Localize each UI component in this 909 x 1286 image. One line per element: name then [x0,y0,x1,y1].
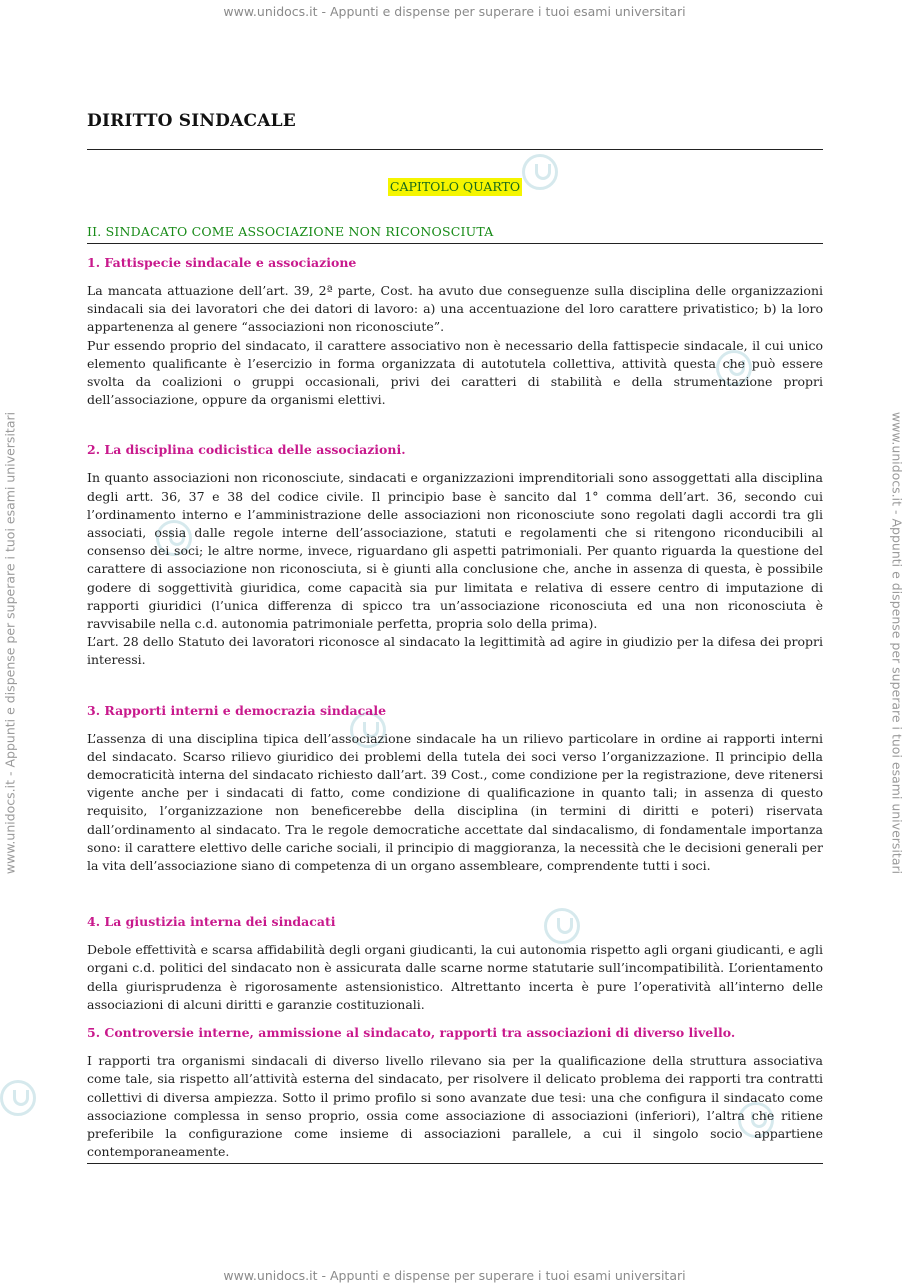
subsection-title: 3. Rapporti interni e democrazia sindacale [87,702,387,718]
subsection-title: 5. Controversie interne, ammissione al sindacato, rapporti tra associazioni di diverso livello. [87,1025,736,1041]
paragraph: In quanto associazioni non riconosciute, sindacati e organizzazioni imprenditoriali sono assoggettati alla disciplina degli artt. 36, 37 e 38 del codice civile. Il principio base è sancito dal 1° comma dell’art. 36, secondo cui l’ordinamento interno e l’amministrazione delle associazioni non riconosciute sono regolati dagli accordi tra gli associati, ossia dalle regole interne dell’associazione, statuti e regolamenti che si ritengono riconducibili al consenso dei soci; le altre norme, invece, riguardano gli aspetti patrimoniali. Per quanto riguarda la questione del carattere di associazione non riconosciuta, si è giunti alla conclusione che, anche in assenza di questa, è possibile godere di soggettività giuridica, come capacità sia pur limitata e relativa di essere centro di imputazione di rapporti giuridici (l’unica differenza di spicco tra un’associazione riconosciuta ed una non riconosciuta è ravvisabile nella c.d. autonomia patrimoniale perfetta, propria solo della prima). [87,470,823,632]
paragraph: L’art. 28 dello Statuto dei lavoratori riconosce al sindacato la legittimità ad agire in giudizio per la difesa dei propri interessi. [87,634,823,668]
watermark-left: www.unidocs.it - Appunti e dispense per superare i tuoi esami universitari [2,411,18,875]
watermark-top: www.unidocs.it - Appunti e dispense per superare i tuoi esami universitari [223,4,686,19]
document-body [87,108,823,1164]
chapter-heading: CAPITOLO QUARTO [389,179,521,194]
watermark-right: www.unidocs.it - Appunti e dispense per superare i tuoi esami universitari [889,411,905,875]
subsection-title: 1. Fattispecie sindacale e associazione [87,255,357,270]
section-heading: II. SINDACATO COME ASSOCIAZIONE NON RICONOSCIUTA [87,224,823,244]
subsection-title: 2. La disciplina codicistica delle associazioni. [87,442,406,458]
footer-divider [87,1163,823,1164]
paragraph: Pur essendo proprio del sindacato, il carattere associativo non è necessario della fattispecie sindacale, il cui unico elemento qualificante è l’esercizio in forma organizzata di autotutela collettiva, attività questa che può essere svolta da coalizioni o gruppi occasionali, privi dei caratteri di stabilità e della strumentazione propri dell’associazione, oppure da organismi elettivi. [87,337,823,408]
paragraph: I rapporti tra organismi sindacali di diverso livello rilevano sia per la qualificazione della struttura associativa come tale, sia rispetto all’attività esterna del sindacato, per risolvere il delicato problema dei rapporti tra contratti collettivi di diversa ampiezza. Sotto il primo profilo si sono avanzate due tesi: una che configura il sindacato come associazione complessa in senso proprio, ossia come associazione di associazioni (inferiori), l’altra che ritiene preferibile la configurazione come insieme di associazioni parallele, a cui il singolo socio appartiene contemporaneamente. [87,1053,823,1160]
subsection-title: 4. La giustizia interna dei sindacati [87,914,336,930]
paragraph: La mancata attuazione dell’art. 39, 2ª parte, Cost. ha avuto due conseguenze sulla disciplina delle organizzazioni sindacali sia dei lavoratori che dei datori di lavoro: a) una accentuazione del loro carattere privatistico; b) la loro appartenenza al genere “associazioni non riconosciute”. [87,283,823,335]
paragraph: Debole effettività e scarsa affidabilità degli organi giudicanti, la cui autonomia rispetto agli organi giudicanti, e agli organi c.d. politici del sindacato non è assicurata dalle scarne norme statutarie sull’incompatibilità. L’orientamento della giurisprudenza è rigorosamente astensionistico. Altrettanto incerta è pure l’operatività all’interno delle associazioni di alcuni diritti e garanzie costituzionali. [87,942,823,1012]
paragraph: L’assenza di una disciplina tipica dell’associazione sindacale ha un rilievo particolare in ordine ai rapporti interni del sindacato. Scarso rilievo giuridico dei problemi della tutela dei soci verso l’organizzazione. Il principio della democraticità interna del sindacato richiesto dall’art. 39 Cost., come condizione per la registrazione, deve ritenersi vigente anche per i sindacati di fatto, come condizione di qualificazione in quanto tali; in assenza di questo requisito, l’organizzazione non beneficerebbe della disciplina (in termini di diritti e poteri) riservata dall’ordinamento al sindacato. Tra le regole democratiche accettate dal sindacalismo, di fondamentale importanza sono: il carattere elettivo delle cariche sociali, il principio di maggioranza, la necessità che le decisioni generali per la vita dell’associazione siano di competenza di un organo assembleare, comprendente tutti i soci. [87,730,823,874]
watermark-bottom: www.unidocs.it - Appunti e dispense per superare i tuoi esami universitari [223,1268,686,1283]
unidocs-logo-icon [0,1080,36,1116]
chapter-heading-wrap [87,176,823,196]
document-title: DIRITTO SINDACALE [87,111,296,131]
title-divider [87,149,823,150]
